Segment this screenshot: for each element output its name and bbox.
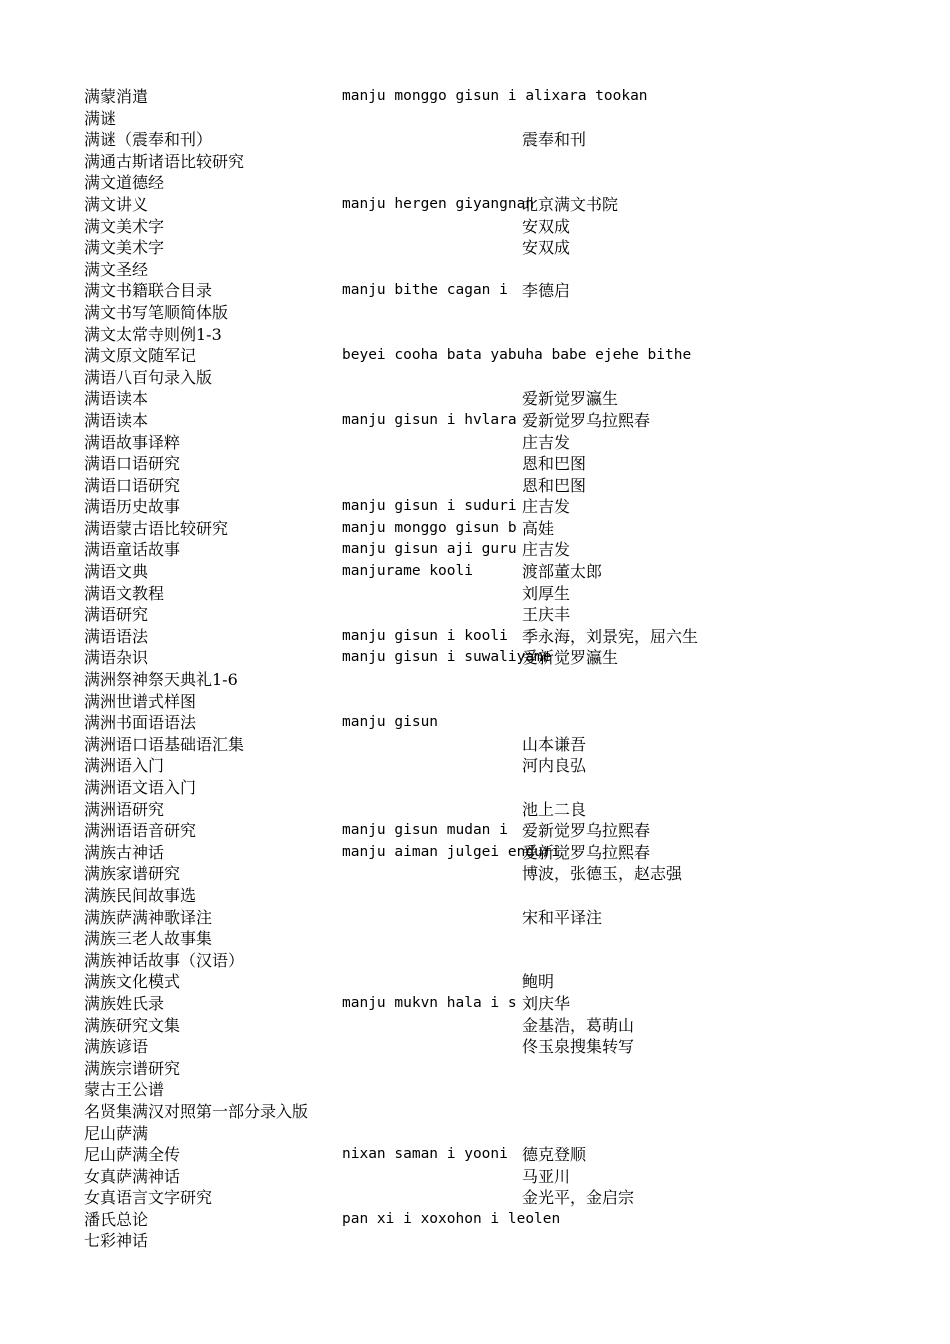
author-cell[interactable]: [522, 1079, 656, 1101]
table-row: [84, 950, 656, 972]
title-cell[interactable]: 满通古斯诸语比较研究: [84, 151, 245, 171]
author-cell[interactable]: 高娃: [522, 518, 555, 538]
title-cell[interactable]: 满洲世谱式样图: [84, 691, 197, 711]
romanization-cell[interactable]: manju aiman julgei enduri: [342, 843, 561, 860]
romanization-cell[interactable]: pan xi i xoxohon i leolen: [342, 1210, 561, 1227]
title-cell[interactable]: 满文书籍联合目录: [84, 281, 213, 301]
author-cell[interactable]: [522, 885, 656, 907]
romanization-cell[interactable]: manju monggo gisun b: [342, 519, 517, 536]
table-row: [84, 388, 656, 410]
title-cell[interactable]: 满语文教程: [84, 583, 165, 603]
title-cell[interactable]: 满语故事译粹: [84, 432, 181, 452]
table-row: [84, 799, 656, 821]
title-cell[interactable]: 满洲语口语基础语汇集: [84, 734, 245, 754]
title-cell[interactable]: 满蒙消遣: [84, 87, 149, 106]
romanization-cell[interactable]: [342, 1230, 522, 1252]
author-cell[interactable]: 河内良弘: [522, 756, 587, 776]
romanization-cell[interactable]: [342, 324, 522, 346]
romanization-cell[interactable]: manju gisun i hvlara: [342, 411, 517, 428]
table-row: [84, 259, 656, 281]
romanization-cell[interactable]: [342, 863, 522, 885]
table-row: [84, 280, 656, 302]
author-cell[interactable]: 庄吉发: [522, 540, 571, 560]
author-cell[interactable]: 金基浩，葛萌山: [522, 1015, 635, 1035]
table-row: [84, 1036, 656, 1058]
title-cell[interactable]: 满语童话故事: [84, 540, 181, 560]
title-cell[interactable]: 满文美术字: [84, 238, 165, 258]
romanization-cell[interactable]: [342, 604, 522, 626]
table-row: [84, 1230, 656, 1252]
title-cell[interactable]: 女真语言文字研究: [84, 1188, 213, 1208]
table-row: [84, 216, 656, 238]
romanization-cell[interactable]: nixan saman i yooni: [342, 1146, 508, 1163]
author-cell[interactable]: 德克登顺: [522, 1145, 587, 1165]
title-cell[interactable]: 满洲语入门: [84, 756, 165, 776]
table-row: [84, 885, 656, 907]
author-cell[interactable]: [522, 712, 656, 734]
title-cell[interactable]: 尼山萨满: [84, 1123, 149, 1143]
title-cell[interactable]: 满族神话故事（汉语）: [84, 950, 245, 970]
romanization-cell[interactable]: [342, 1036, 522, 1058]
romanization-cell[interactable]: [342, 583, 522, 605]
table-row: [84, 367, 656, 389]
table-row: [84, 561, 656, 583]
table-row: [84, 863, 683, 885]
author-cell[interactable]: 恩和巴图: [522, 475, 587, 495]
table-row: [84, 432, 656, 454]
title-cell[interactable]: 满族古神话: [84, 842, 165, 862]
title-cell[interactable]: 满族民间故事选: [84, 885, 197, 905]
author-cell[interactable]: 李德启: [522, 281, 571, 301]
title-cell[interactable]: 女真萨满神话: [84, 1166, 181, 1186]
title-cell[interactable]: 满语历史故事: [84, 497, 181, 517]
author-cell[interactable]: [522, 777, 656, 799]
title-cell[interactable]: 满洲语语音研究: [84, 821, 197, 841]
title-cell[interactable]: 满语读本: [84, 410, 149, 430]
table-row: [84, 993, 656, 1015]
romanization-cell[interactable]: manju hergen giyangnan: [342, 195, 535, 212]
author-cell[interactable]: 安双成: [522, 216, 571, 236]
table-row: [84, 324, 656, 346]
table-row: [84, 712, 656, 734]
table-row: [84, 194, 656, 216]
title-cell[interactable]: 满文美术字: [84, 216, 165, 236]
title-cell[interactable]: 满族宗谱研究: [84, 1058, 181, 1078]
title-cell[interactable]: 满语蒙古语比较研究: [84, 518, 229, 538]
author-cell[interactable]: 山本谦吾: [522, 734, 587, 754]
author-cell[interactable]: 爱新觉罗乌拉熙春: [522, 842, 651, 862]
table-row: [84, 302, 656, 324]
author-cell[interactable]: 震奉和刊: [522, 130, 587, 150]
title-cell[interactable]: 满语研究: [84, 605, 149, 625]
author-cell[interactable]: 池上二良: [522, 799, 587, 819]
title-cell[interactable]: 满洲书面语语法: [84, 713, 197, 733]
table-row: [84, 453, 656, 475]
author-cell[interactable]: 渡部董太郎: [522, 562, 603, 582]
table-row: [84, 820, 656, 842]
table-row: [84, 237, 656, 259]
romanization-cell[interactable]: [342, 1015, 522, 1037]
author-cell[interactable]: [522, 259, 656, 281]
romanization-cell[interactable]: [342, 1101, 522, 1123]
table-row: [84, 604, 656, 626]
title-cell[interactable]: 名贤集满汉对照第一部分录入版: [84, 1101, 309, 1121]
author-cell[interactable]: [522, 1209, 656, 1231]
table-row: [84, 777, 656, 799]
romanization-cell[interactable]: [342, 108, 522, 130]
author-cell[interactable]: 佟玉泉搜集转写: [522, 1037, 635, 1057]
table-row: [84, 86, 656, 108]
title-cell[interactable]: 满洲语文语入门: [84, 778, 197, 797]
author-cell[interactable]: [522, 345, 656, 367]
author-cell[interactable]: [522, 172, 656, 194]
romanization-cell[interactable]: [342, 799, 522, 821]
table-row: [84, 842, 656, 864]
table-row: [84, 647, 656, 669]
romanization-cell[interactable]: manju gisun aji guru: [342, 541, 517, 558]
author-cell[interactable]: 刘厚生: [522, 583, 571, 603]
author-cell[interactable]: [522, 1058, 656, 1080]
title-cell[interactable]: 满语口语研究: [84, 475, 181, 495]
romanization-cell[interactable]: [342, 172, 522, 194]
romanization-cell[interactable]: [342, 928, 522, 950]
table-row: [84, 907, 656, 929]
romanization-cell[interactable]: beyei cooha bata yabuha babe ejehe bithe: [342, 347, 692, 364]
table-row: [84, 1123, 656, 1145]
title-cell[interactable]: 满族文化模式: [84, 972, 181, 992]
title-cell[interactable]: 满文书写笔顺简体版: [84, 302, 229, 322]
author-cell[interactable]: [522, 669, 656, 691]
author-cell[interactable]: [522, 86, 656, 108]
title-cell[interactable]: 尼山萨满全传: [84, 1145, 181, 1165]
table-row: [84, 1187, 656, 1209]
author-cell[interactable]: 爱新觉罗瀛生: [522, 648, 619, 668]
romanization-cell[interactable]: [342, 1058, 522, 1080]
author-cell[interactable]: 马亚川: [522, 1166, 571, 1186]
title-cell[interactable]: 满族萨满神歌译注: [84, 907, 213, 927]
romanization-cell[interactable]: [342, 885, 522, 907]
title-cell[interactable]: 满谜（震奉和刊）: [84, 130, 213, 150]
author-cell[interactable]: [522, 151, 656, 173]
title-cell[interactable]: 满洲语研究: [84, 799, 165, 819]
author-cell[interactable]: 王庆丰: [522, 605, 571, 625]
table-row: [84, 1079, 656, 1101]
romanization-cell[interactable]: [342, 129, 522, 151]
title-cell[interactable]: 满文原文随军记: [84, 346, 197, 366]
romanization-cell[interactable]: [342, 216, 522, 238]
title-cell[interactable]: 满族谚语: [84, 1037, 149, 1057]
romanization-cell[interactable]: [342, 1166, 522, 1188]
romanization-cell[interactable]: [342, 907, 522, 929]
table-row: [84, 345, 692, 367]
title-cell[interactable]: 满语文典: [84, 562, 149, 582]
romanization-cell[interactable]: manju gisun i suduri: [342, 498, 517, 515]
romanization-cell[interactable]: [342, 1123, 522, 1145]
romanization-cell[interactable]: [342, 259, 522, 281]
table-row: [84, 475, 656, 497]
author-cell[interactable]: [522, 324, 656, 346]
romanization-cell[interactable]: [342, 151, 522, 173]
author-cell[interactable]: [522, 950, 656, 972]
romanization-cell[interactable]: [342, 388, 522, 410]
romanization-cell[interactable]: manju mukvn hala i s: [342, 994, 517, 1011]
table-row: [84, 1015, 656, 1037]
author-cell[interactable]: 爱新觉罗瀛生: [522, 389, 619, 409]
author-cell[interactable]: [522, 691, 656, 713]
author-cell[interactable]: [522, 1230, 656, 1252]
title-cell[interactable]: 七彩神话: [84, 1231, 149, 1251]
romanization-cell[interactable]: [342, 669, 522, 691]
author-cell[interactable]: [522, 367, 656, 389]
romanization-cell[interactable]: [342, 453, 522, 475]
table-row: [84, 172, 656, 194]
title-cell[interactable]: 满族姓氏录: [84, 993, 165, 1013]
author-cell[interactable]: 博波，张德玉，赵志强: [522, 864, 683, 884]
title-cell[interactable]: 满文圣经: [84, 259, 149, 279]
romanization-cell[interactable]: manju monggo gisun i alixara tookan: [342, 88, 648, 104]
author-cell[interactable]: [522, 1101, 656, 1123]
table-row: [84, 1166, 656, 1188]
table-row: [84, 410, 656, 432]
table-row: [84, 151, 656, 173]
romanization-cell[interactable]: manju gisun i suwaliyame: [342, 649, 552, 666]
table-row: [84, 1209, 656, 1231]
author-cell[interactable]: 宋和平译注: [522, 907, 603, 927]
title-cell[interactable]: 满语杂识: [84, 648, 149, 668]
table-row: [84, 518, 656, 540]
table-row: [84, 755, 656, 777]
title-cell[interactable]: 满语语法: [84, 626, 149, 646]
romanization-cell[interactable]: [342, 302, 522, 324]
title-cell[interactable]: 满语读本: [84, 389, 149, 409]
book-list: [84, 86, 699, 1252]
author-cell[interactable]: 北京满文书院: [522, 194, 619, 214]
romanization-cell[interactable]: [342, 950, 522, 972]
romanization-cell[interactable]: manju bithe cagan i: [342, 282, 508, 299]
romanization-cell[interactable]: [342, 367, 522, 389]
romanization-cell[interactable]: [342, 777, 522, 799]
title-cell[interactable]: 满谜: [84, 108, 117, 128]
title-cell[interactable]: 满族研究文集: [84, 1015, 181, 1035]
title-cell[interactable]: 满语口语研究: [84, 454, 181, 474]
table-row: [84, 108, 656, 130]
author-cell[interactable]: [522, 928, 656, 950]
romanization-cell[interactable]: [342, 432, 522, 454]
romanization-cell[interactable]: [342, 1079, 522, 1101]
table-row: [84, 129, 656, 151]
author-cell[interactable]: 安双成: [522, 238, 571, 258]
romanization-cell[interactable]: manju gisun mudan i: [342, 822, 508, 839]
table-row: [84, 928, 656, 950]
table-row: [84, 1144, 656, 1166]
romanization-cell[interactable]: [342, 755, 522, 777]
table-row: [84, 669, 656, 691]
author-cell[interactable]: 刘庆华: [522, 993, 571, 1013]
romanization-cell[interactable]: [342, 1187, 522, 1209]
table-row: [84, 1101, 656, 1123]
table-row: [84, 496, 656, 518]
table-row: [84, 734, 656, 756]
title-cell[interactable]: 蒙古王公谱: [84, 1080, 165, 1100]
table-row: [84, 626, 699, 648]
author-cell[interactable]: [522, 1123, 656, 1145]
title-cell[interactable]: 潘氏总论: [84, 1209, 149, 1229]
author-cell[interactable]: [522, 302, 656, 324]
romanization-cell[interactable]: [342, 734, 522, 756]
romanization-cell[interactable]: [342, 475, 522, 497]
title-cell[interactable]: 满族家谱研究: [84, 864, 181, 884]
table-row: [84, 1058, 656, 1080]
author-cell[interactable]: 庄吉发: [522, 497, 571, 517]
romanization-cell[interactable]: [342, 971, 522, 993]
table-row: [84, 583, 656, 605]
title-cell[interactable]: 满语八百句录入版: [84, 367, 213, 387]
title-cell[interactable]: 满文太常寺则例1-3: [84, 324, 222, 344]
table-row: [84, 971, 656, 993]
author-cell[interactable]: 爱新觉罗乌拉熙春: [522, 410, 651, 430]
author-cell[interactable]: [522, 108, 656, 130]
title-cell[interactable]: 满族三老人故事集: [84, 929, 213, 949]
author-cell[interactable]: 季永海，刘景宪，屈六生: [522, 626, 699, 646]
author-cell[interactable]: 恩和巴图: [522, 454, 587, 474]
author-cell[interactable]: 金光平，金启宗: [522, 1188, 635, 1208]
romanization-cell[interactable]: manju gisun: [342, 714, 439, 731]
author-cell[interactable]: 爱新觉罗乌拉熙春: [522, 821, 651, 841]
author-cell[interactable]: 庄吉发: [522, 432, 571, 452]
table-row: [84, 691, 656, 713]
title-cell[interactable]: 满文讲义: [84, 194, 149, 214]
title-cell[interactable]: 满洲祭神祭天典礼1-6: [84, 670, 238, 690]
title-cell[interactable]: 满文道德经: [84, 173, 165, 193]
romanization-cell[interactable]: manju gisun i kooli: [342, 627, 508, 644]
romanization-cell[interactable]: [342, 691, 522, 713]
table-row: [84, 539, 656, 561]
romanization-cell[interactable]: manjurame kooli: [342, 563, 473, 580]
author-cell[interactable]: 鲍明: [522, 972, 555, 992]
romanization-cell[interactable]: [342, 237, 522, 259]
